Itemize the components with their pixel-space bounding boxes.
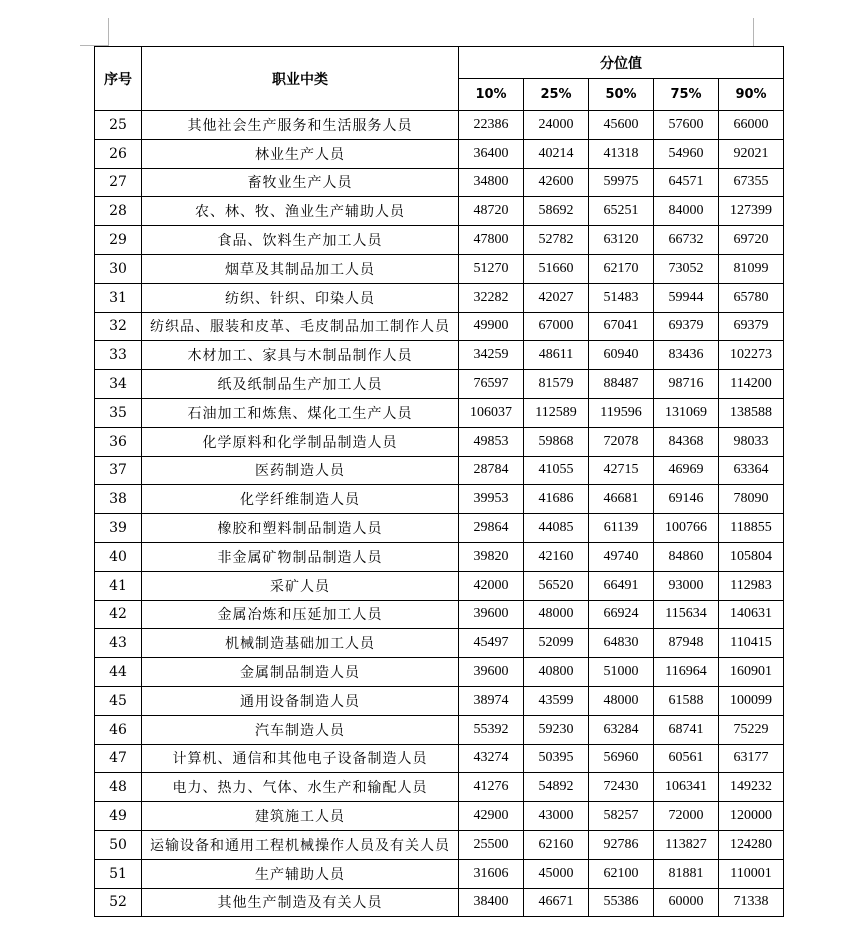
row-seq: 32 (95, 312, 142, 341)
row-category-name: 汽车制造人员 (142, 715, 459, 744)
value-p25: 59868 (524, 427, 589, 456)
row-category-name: 其他社会生产服务和生活服务人员 (142, 111, 459, 140)
row-seq: 46 (95, 715, 142, 744)
row-category-name: 电力、热力、气体、水生产和输配人员 (142, 773, 459, 802)
value-p75: 73052 (654, 254, 719, 283)
row-category-name: 纺织品、服装和皮革、毛皮制品加工制作人员 (142, 312, 459, 341)
value-p90: 110001 (719, 859, 784, 888)
value-p75: 81881 (654, 859, 719, 888)
table-row (95, 514, 784, 543)
value-p25: 42027 (524, 283, 589, 312)
row-seq: 27 (95, 168, 142, 197)
header-p10: 10% (459, 79, 524, 111)
row-category-name: 食品、饮料生产加工人员 (142, 226, 459, 255)
table-row (95, 658, 784, 687)
value-p25: 81579 (524, 370, 589, 399)
value-p75: 59944 (654, 283, 719, 312)
row-seq: 25 (95, 111, 142, 140)
value-p50: 55386 (589, 888, 654, 917)
salary-quantile-table (94, 46, 784, 917)
value-p50: 66924 (589, 600, 654, 629)
value-p90: 120000 (719, 802, 784, 831)
header-p25: 25% (524, 79, 589, 111)
header-p90: 90% (719, 79, 784, 111)
row-category-name: 林业生产人员 (142, 139, 459, 168)
table-row (95, 571, 784, 600)
value-p75: 61588 (654, 686, 719, 715)
value-p75: 106341 (654, 773, 719, 802)
row-category-name: 农、林、牧、渔业生产辅助人员 (142, 197, 459, 226)
table-row (95, 456, 784, 485)
row-seq: 48 (95, 773, 142, 802)
value-p50: 42715 (589, 456, 654, 485)
table-row (95, 600, 784, 629)
value-p25: 112589 (524, 398, 589, 427)
row-category-name: 橡胶和塑料制品制造人员 (142, 514, 459, 543)
value-p50: 51483 (589, 283, 654, 312)
table-row (95, 254, 784, 283)
table-row (95, 802, 784, 831)
table-row (95, 197, 784, 226)
value-p50: 59975 (589, 168, 654, 197)
row-category-name: 纺织、针织、印染人员 (142, 283, 459, 312)
value-p10: 47800 (459, 226, 524, 255)
value-p90: 81099 (719, 254, 784, 283)
row-category-name: 非金属矿物制品制造人员 (142, 542, 459, 571)
value-p90: 124280 (719, 830, 784, 859)
value-p25: 41055 (524, 456, 589, 485)
row-seq: 42 (95, 600, 142, 629)
row-category-name: 计算机、通信和其他电子设备制造人员 (142, 744, 459, 773)
value-p90: 92021 (719, 139, 784, 168)
value-p50: 62170 (589, 254, 654, 283)
row-category-name: 机械制造基础加工人员 (142, 629, 459, 658)
header-p75: 75% (654, 79, 719, 111)
value-p25: 50395 (524, 744, 589, 773)
value-p75: 84860 (654, 542, 719, 571)
value-p25: 54892 (524, 773, 589, 802)
value-p90: 140631 (719, 600, 784, 629)
value-p50: 60940 (589, 341, 654, 370)
value-p90: 105804 (719, 542, 784, 571)
row-category-name: 纸及纸制品生产加工人员 (142, 370, 459, 399)
row-seq: 49 (95, 802, 142, 831)
value-p25: 59230 (524, 715, 589, 744)
row-seq: 44 (95, 658, 142, 687)
value-p10: 43274 (459, 744, 524, 773)
row-seq: 40 (95, 542, 142, 571)
value-p75: 84368 (654, 427, 719, 456)
row-seq: 39 (95, 514, 142, 543)
value-p50: 72078 (589, 427, 654, 456)
table-row (95, 168, 784, 197)
value-p75: 116964 (654, 658, 719, 687)
row-seq: 28 (95, 197, 142, 226)
value-p10: 41276 (459, 773, 524, 802)
row-category-name: 通用设备制造人员 (142, 686, 459, 715)
value-p75: 100766 (654, 514, 719, 543)
value-p50: 63120 (589, 226, 654, 255)
value-p25: 42160 (524, 542, 589, 571)
table-row (95, 773, 784, 802)
value-p50: 62100 (589, 859, 654, 888)
value-p10: 34259 (459, 341, 524, 370)
row-category-name: 建筑施工人员 (142, 802, 459, 831)
value-p10: 22386 (459, 111, 524, 140)
value-p10: 49900 (459, 312, 524, 341)
header-quantile-group: 分位值 (459, 47, 784, 79)
value-p75: 87948 (654, 629, 719, 658)
row-category-name: 运输设备和通用工程机械操作人员及有关人员 (142, 830, 459, 859)
value-p75: 60000 (654, 888, 719, 917)
value-p25: 62160 (524, 830, 589, 859)
value-p50: 88487 (589, 370, 654, 399)
value-p75: 64571 (654, 168, 719, 197)
value-p90: 67355 (719, 168, 784, 197)
value-p75: 54960 (654, 139, 719, 168)
value-p90: 65780 (719, 283, 784, 312)
value-p10: 36400 (459, 139, 524, 168)
value-p90: 63364 (719, 456, 784, 485)
value-p50: 64830 (589, 629, 654, 658)
value-p50: 65251 (589, 197, 654, 226)
value-p50: 48000 (589, 686, 654, 715)
row-category-name: 石油加工和炼焦、煤化工生产人员 (142, 398, 459, 427)
value-p50: 66491 (589, 571, 654, 600)
value-p25: 48000 (524, 600, 589, 629)
row-category-name: 畜牧业生产人员 (142, 168, 459, 197)
value-p75: 68741 (654, 715, 719, 744)
table-row (95, 830, 784, 859)
header-category: 职业中类 (142, 47, 459, 111)
value-p25: 67000 (524, 312, 589, 341)
row-category-name: 其他生产制造及有关人员 (142, 888, 459, 917)
value-p75: 46969 (654, 456, 719, 485)
row-seq: 41 (95, 571, 142, 600)
table-row (95, 715, 784, 744)
value-p25: 43599 (524, 686, 589, 715)
table-row (95, 888, 784, 917)
row-category-name: 化学纤维制造人员 (142, 485, 459, 514)
value-p10: 48720 (459, 197, 524, 226)
row-seq: 35 (95, 398, 142, 427)
value-p25: 40800 (524, 658, 589, 687)
row-category-name: 金属冶炼和压延加工人员 (142, 600, 459, 629)
value-p25: 40214 (524, 139, 589, 168)
value-p90: 110415 (719, 629, 784, 658)
value-p10: 76597 (459, 370, 524, 399)
value-p10: 49853 (459, 427, 524, 456)
value-p75: 98716 (654, 370, 719, 399)
value-p50: 119596 (589, 398, 654, 427)
value-p90: 114200 (719, 370, 784, 399)
value-p25: 52782 (524, 226, 589, 255)
table-row (95, 139, 784, 168)
value-p75: 66732 (654, 226, 719, 255)
table-row (95, 283, 784, 312)
value-p10: 34800 (459, 168, 524, 197)
table-row (95, 629, 784, 658)
value-p10: 31606 (459, 859, 524, 888)
value-p10: 42000 (459, 571, 524, 600)
value-p10: 39600 (459, 658, 524, 687)
table-row (95, 111, 784, 140)
value-p25: 46671 (524, 888, 589, 917)
page-margin-mark-right (753, 18, 754, 46)
value-p50: 61139 (589, 514, 654, 543)
value-p50: 45600 (589, 111, 654, 140)
row-category-name: 木材加工、家具与木制品制作人员 (142, 341, 459, 370)
value-p50: 67041 (589, 312, 654, 341)
table-row (95, 859, 784, 888)
row-seq: 43 (95, 629, 142, 658)
value-p90: 71338 (719, 888, 784, 917)
value-p25: 41686 (524, 485, 589, 514)
value-p75: 57600 (654, 111, 719, 140)
value-p90: 149232 (719, 773, 784, 802)
value-p50: 46681 (589, 485, 654, 514)
row-seq: 50 (95, 830, 142, 859)
row-seq: 37 (95, 456, 142, 485)
row-seq: 52 (95, 888, 142, 917)
row-category-name: 医药制造人员 (142, 456, 459, 485)
value-p10: 39600 (459, 600, 524, 629)
value-p10: 106037 (459, 398, 524, 427)
row-seq: 33 (95, 341, 142, 370)
row-seq: 36 (95, 427, 142, 456)
value-p50: 58257 (589, 802, 654, 831)
row-seq: 31 (95, 283, 142, 312)
value-p10: 39953 (459, 485, 524, 514)
value-p10: 51270 (459, 254, 524, 283)
table-header (95, 47, 784, 111)
table-body (95, 111, 784, 917)
table-row (95, 312, 784, 341)
page-margin-mark-left (108, 18, 109, 46)
value-p25: 24000 (524, 111, 589, 140)
header-p50: 50% (589, 79, 654, 111)
value-p90: 127399 (719, 197, 784, 226)
value-p90: 112983 (719, 571, 784, 600)
row-seq: 29 (95, 226, 142, 255)
row-category-name: 采矿人员 (142, 571, 459, 600)
row-seq: 30 (95, 254, 142, 283)
value-p50: 72430 (589, 773, 654, 802)
row-category-name: 金属制品制造人员 (142, 658, 459, 687)
table-row (95, 370, 784, 399)
table-row (95, 226, 784, 255)
value-p10: 28784 (459, 456, 524, 485)
value-p75: 113827 (654, 830, 719, 859)
row-seq: 34 (95, 370, 142, 399)
value-p75: 83436 (654, 341, 719, 370)
value-p50: 56960 (589, 744, 654, 773)
value-p90: 78090 (719, 485, 784, 514)
value-p90: 66000 (719, 111, 784, 140)
value-p90: 138588 (719, 398, 784, 427)
value-p10: 32282 (459, 283, 524, 312)
value-p25: 56520 (524, 571, 589, 600)
value-p25: 58692 (524, 197, 589, 226)
value-p10: 39820 (459, 542, 524, 571)
row-seq: 45 (95, 686, 142, 715)
value-p10: 42900 (459, 802, 524, 831)
value-p90: 69379 (719, 312, 784, 341)
value-p10: 38974 (459, 686, 524, 715)
row-seq: 51 (95, 859, 142, 888)
value-p75: 69146 (654, 485, 719, 514)
table-row (95, 398, 784, 427)
value-p10: 55392 (459, 715, 524, 744)
row-seq: 38 (95, 485, 142, 514)
value-p10: 38400 (459, 888, 524, 917)
value-p90: 75229 (719, 715, 784, 744)
value-p90: 69720 (719, 226, 784, 255)
value-p50: 51000 (589, 658, 654, 687)
table-row (95, 341, 784, 370)
value-p50: 49740 (589, 542, 654, 571)
row-seq: 47 (95, 744, 142, 773)
row-seq: 26 (95, 139, 142, 168)
value-p90: 102273 (719, 341, 784, 370)
value-p25: 45000 (524, 859, 589, 888)
value-p25: 42600 (524, 168, 589, 197)
row-category-name: 烟草及其制品加工人员 (142, 254, 459, 283)
table-row (95, 686, 784, 715)
value-p50: 41318 (589, 139, 654, 168)
table-row (95, 485, 784, 514)
value-p10: 45497 (459, 629, 524, 658)
value-p90: 100099 (719, 686, 784, 715)
value-p10: 29864 (459, 514, 524, 543)
value-p90: 98033 (719, 427, 784, 456)
value-p90: 63177 (719, 744, 784, 773)
header-seq: 序号 (95, 47, 142, 111)
table-row (95, 427, 784, 456)
value-p75: 72000 (654, 802, 719, 831)
value-p10: 25500 (459, 830, 524, 859)
value-p50: 63284 (589, 715, 654, 744)
value-p75: 93000 (654, 571, 719, 600)
value-p25: 52099 (524, 629, 589, 658)
value-p75: 69379 (654, 312, 719, 341)
row-category-name: 生产辅助人员 (142, 859, 459, 888)
value-p25: 44085 (524, 514, 589, 543)
table-row (95, 542, 784, 571)
value-p90: 118855 (719, 514, 784, 543)
row-category-name: 化学原料和化学制品制造人员 (142, 427, 459, 456)
value-p25: 48611 (524, 341, 589, 370)
value-p25: 43000 (524, 802, 589, 831)
value-p50: 92786 (589, 830, 654, 859)
value-p75: 84000 (654, 197, 719, 226)
value-p75: 115634 (654, 600, 719, 629)
table-row (95, 744, 784, 773)
value-p25: 51660 (524, 254, 589, 283)
value-p90: 160901 (719, 658, 784, 687)
value-p75: 131069 (654, 398, 719, 427)
value-p75: 60561 (654, 744, 719, 773)
